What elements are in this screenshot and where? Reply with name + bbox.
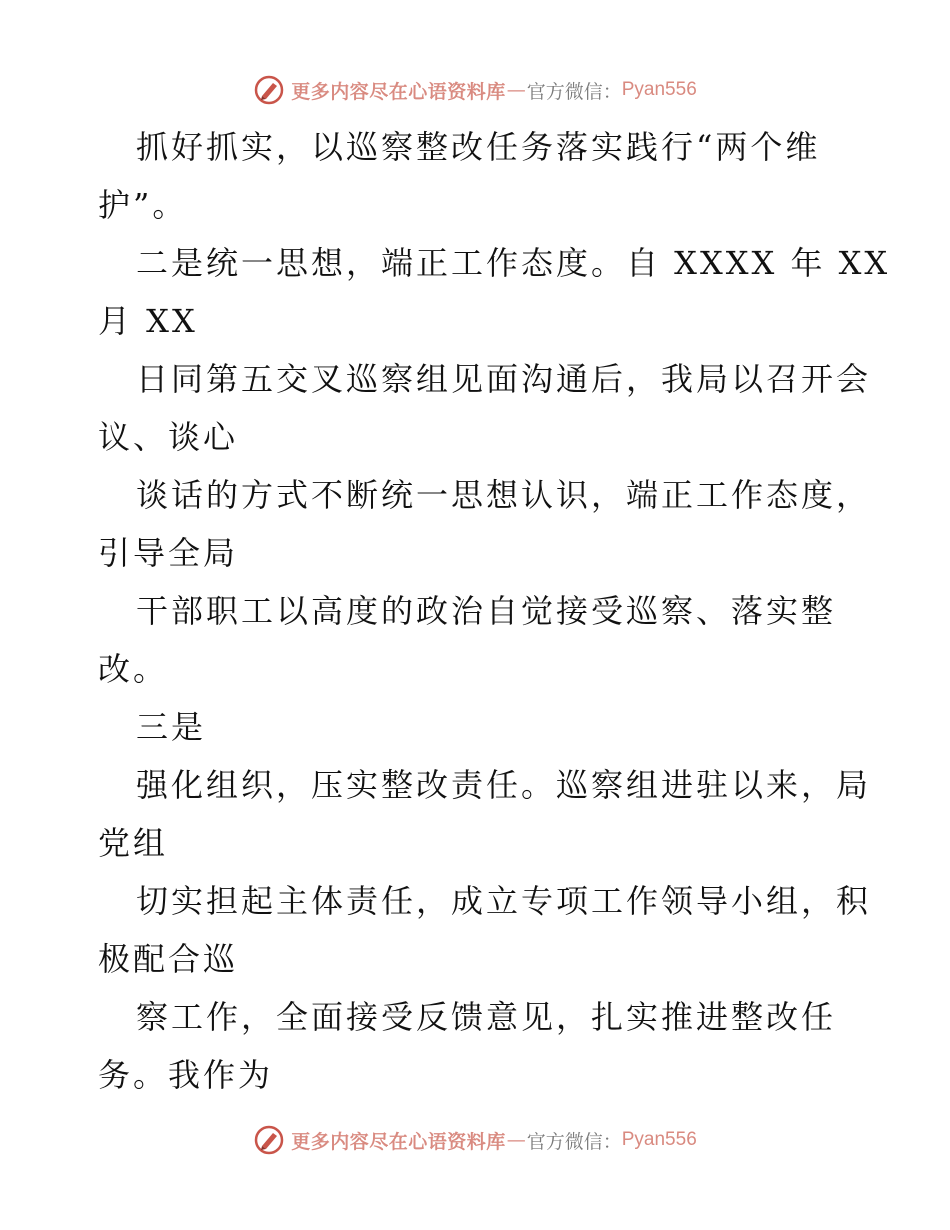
- document-body: [98, 118, 891, 1104]
- pen-circle-icon: [253, 74, 285, 106]
- text-line: 月 XX: [98, 302, 198, 340]
- watermark-id: Pyan556: [621, 79, 697, 100]
- watermark-brand: 更多内容尽在心语资料库: [291, 1130, 506, 1153]
- text-line: 三是: [136, 708, 207, 746]
- pen-circle-icon: [253, 1124, 285, 1156]
- text-line: 察工作，全面接受反馈意见，扎实推进整改任: [136, 998, 837, 1036]
- text-line: 干部职工以高度的政治自觉接受巡察、落实整: [136, 592, 837, 630]
- watermark-dash: —: [506, 1129, 526, 1151]
- text-line: 二是统一思想，端正工作态度。自 XXXX 年 XX: [136, 244, 891, 282]
- footer-watermark: [0, 1120, 950, 1160]
- watermark-label: 官方微信：: [526, 1130, 622, 1153]
- text-line: 切实担起主体责任，成立专项工作领导小组，积: [136, 882, 872, 920]
- text-line: 务。我作为: [98, 1056, 274, 1094]
- text-line: 党组: [98, 824, 169, 862]
- watermark-label: 官方微信：: [526, 80, 622, 103]
- text-line: 日同第五交叉巡察组见面沟通后，我局以召开会: [136, 360, 872, 398]
- text-line: 改。: [98, 650, 169, 688]
- watermark-brand: 更多内容尽在心语资料库: [291, 80, 506, 103]
- text-line: 谈话的方式不断统一思想认识，端正工作态度，: [136, 476, 872, 514]
- text-line: 抓好抓实，以巡察整改任务落实践行“两个维: [136, 128, 821, 166]
- text-line: 极配合巡: [98, 940, 239, 978]
- header-watermark: [0, 70, 950, 110]
- watermark-id: Pyan556: [621, 1129, 697, 1150]
- text-line: 强化组织，压实整改责任。巡察组进驻以来，局: [136, 766, 872, 804]
- text-line: 护”。: [98, 186, 188, 224]
- watermark-dash: —: [506, 79, 526, 101]
- text-line: 议、谈心: [98, 418, 239, 456]
- text-line: 引导全局: [98, 534, 239, 572]
